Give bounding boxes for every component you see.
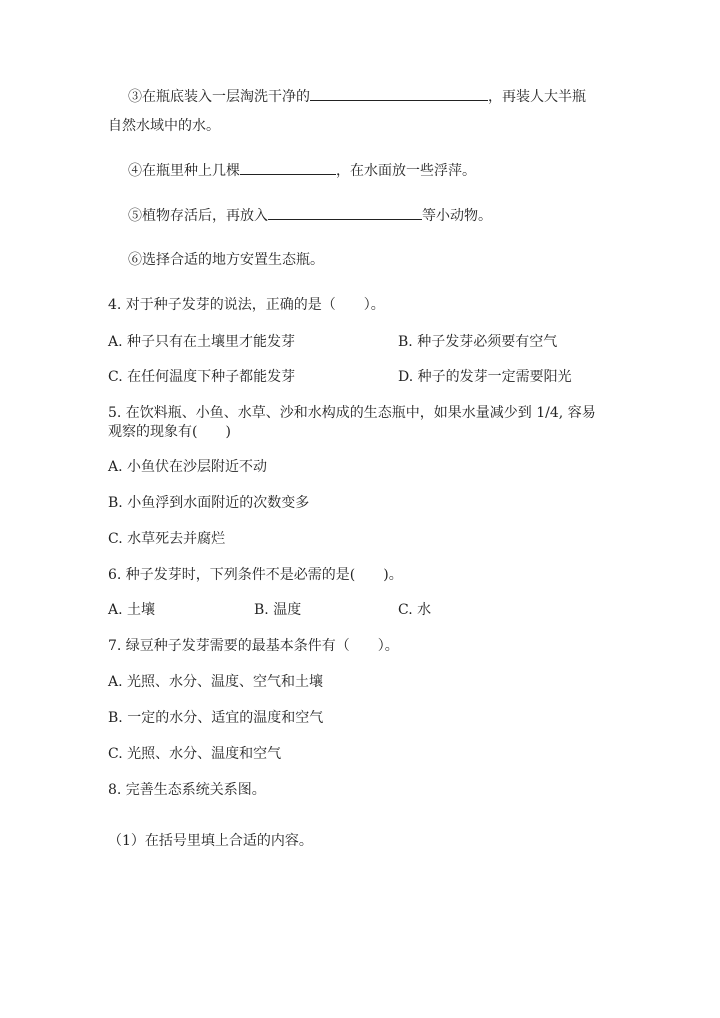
q4-option-b[interactable]: B. 种子发芽必须要有空气	[398, 334, 558, 350]
q4-stem: 4. 对于种子发芽的说法，正确的是（ ）。	[108, 297, 385, 313]
q6-option-c[interactable]: C. 水	[398, 602, 432, 618]
q4-option-d[interactable]: D. 种子的发芽一定需要阳光	[398, 369, 572, 385]
q5-option-c[interactable]: C. 水草死去并腐烂	[108, 531, 226, 547]
step-4-text-after: ，在水面放一些浮萍。	[336, 163, 476, 179]
q5-stem-line2: 观察的现象有( )	[108, 424, 231, 440]
q6-stem: 6. 种子发芽时，下列条件不是必需的是( )。	[108, 567, 403, 583]
q7-option-a[interactable]: A. 光照、水分、温度、空气和土壤	[108, 674, 324, 690]
q8-sub-question-1: （1）在括号里填上合适的内容。	[108, 833, 313, 849]
step-4-blank[interactable]	[240, 160, 336, 175]
q5-option-b[interactable]: B. 小鱼浮到水面附近的次数变多	[108, 495, 310, 511]
step-4-line	[128, 160, 476, 181]
step-5-text-after: 等小动物。	[422, 208, 492, 224]
q7-option-b[interactable]: B. 一定的水分、适宜的温度和空气	[108, 710, 324, 726]
q5-stem-line1: 5. 在饮料瓶、小鱼、水草、沙和水构成的生态瓶中，如果水量减少到 1/4, 容易	[108, 405, 596, 421]
q6-option-b[interactable]: B. 温度	[254, 602, 302, 618]
step-6-line: ⑥选择合适的地方安置生态瓶。	[128, 252, 324, 268]
q8-stem: 8. 完善生态系统关系图。	[108, 782, 266, 798]
q7-option-c[interactable]: C. 光照、水分、温度和空气	[108, 746, 282, 762]
step-5-line	[128, 205, 492, 226]
step-3-blank[interactable]	[310, 86, 488, 101]
q4-option-a[interactable]: A. 种子只有在土壤里才能发芽	[108, 334, 296, 350]
q6-option-a[interactable]: A. 土壤	[108, 602, 156, 618]
step-3-line	[128, 86, 586, 107]
step-4-text: ④在瓶里种上几棵	[128, 163, 240, 179]
step-3-text-after: ，再装人大半瓶	[488, 89, 586, 105]
q5-option-a[interactable]: A. 小鱼伏在沙层附近不动	[108, 459, 268, 475]
step-3-text: ③在瓶底装入一层淘洗干净的	[128, 89, 310, 105]
step-3-continuation: 自然水域中的水。	[108, 118, 220, 134]
step-5-text: ⑤植物存活后，再放入	[128, 208, 268, 224]
q7-stem: 7. 绿豆种子发芽需要的最基本条件有（ ）。	[108, 638, 399, 654]
q4-option-c[interactable]: C. 在任何温度下种子都能发芽	[108, 369, 296, 385]
step-5-blank[interactable]	[268, 205, 422, 220]
